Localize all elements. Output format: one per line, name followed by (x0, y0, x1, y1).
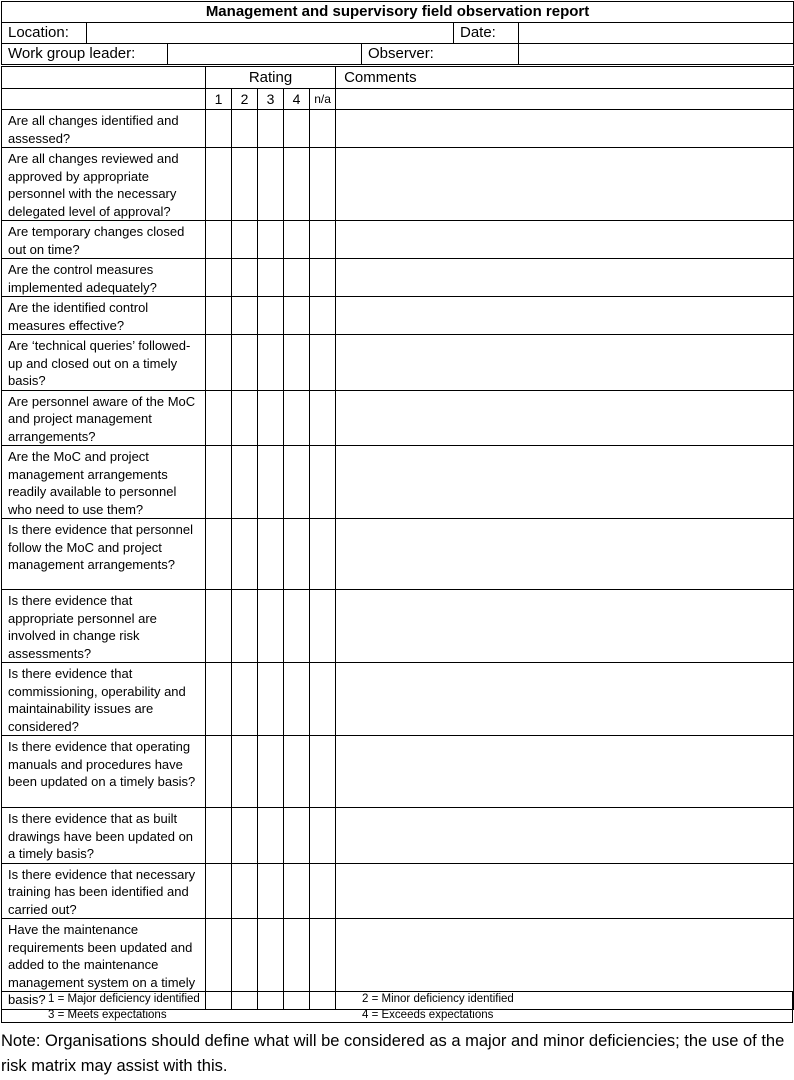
rating-column-4: 4 (284, 89, 310, 110)
rating-cell-4[interactable] (284, 259, 310, 297)
question-subheader-cell (2, 89, 206, 110)
rating-cell-na[interactable] (310, 110, 336, 148)
rating-cell-3[interactable] (258, 110, 284, 148)
rating-legend (1, 991, 793, 1023)
rating-cell-1[interactable] (206, 221, 232, 259)
rating-cell-1[interactable] (206, 148, 232, 221)
rating-cell-2[interactable] (232, 110, 258, 148)
question-row (2, 110, 794, 148)
date-field[interactable] (519, 23, 794, 44)
comments-cell[interactable] (336, 148, 794, 221)
rating-cell-4[interactable] (284, 736, 310, 808)
rating-column-3: 3 (258, 89, 284, 110)
rating-cell-2[interactable] (232, 863, 258, 919)
legend-item-2: 2 = Minor deficiency identified (362, 993, 514, 1005)
rating-cell-3[interactable] (258, 297, 284, 335)
question-text: Are the MoC and project management arrangements readily available to personnel who need to use them? (2, 446, 206, 519)
question-text: Are all changes identified and assessed? (2, 110, 206, 148)
question-text: Are temporary changes closed out on time? (2, 221, 206, 259)
rating-cell-2[interactable] (232, 590, 258, 663)
location-label: Location: (2, 23, 87, 44)
rating-cell-4[interactable] (284, 590, 310, 663)
rating-column-na: n/a (310, 89, 336, 110)
question-text: Is there evidence that necessary training has been identified and carried out? (2, 863, 206, 919)
observer-label: Observer: (362, 44, 519, 65)
question-text: Is there evidence that operating manuals and procedures have been updated on a timely basis? (2, 736, 206, 808)
rating-cell-2[interactable] (232, 390, 258, 446)
rating-cell-na[interactable] (310, 736, 336, 808)
rating-cell-3[interactable] (258, 863, 284, 919)
rating-cell-4[interactable] (284, 221, 310, 259)
comments-cell[interactable] (336, 221, 794, 259)
question-row (2, 221, 794, 259)
question-text: Are all changes reviewed and approved by appropriate personnel with the necessary delegated level of approval? (2, 148, 206, 221)
rating-cell-4[interactable] (284, 863, 310, 919)
rating-column-1: 1 (206, 89, 232, 110)
question-row (2, 390, 794, 446)
question-row (2, 736, 794, 808)
rating-cell-4[interactable] (284, 519, 310, 590)
rating-cell-4[interactable] (284, 148, 310, 221)
question-row (2, 519, 794, 590)
question-text: Are the identified control measures effective? (2, 297, 206, 335)
rating-cell-1[interactable] (206, 390, 232, 446)
comments-cell[interactable] (336, 259, 794, 297)
rating-cell-1[interactable] (206, 110, 232, 148)
rating-cell-3[interactable] (258, 390, 284, 446)
question-row (2, 259, 794, 297)
work-group-leader-label: Work group leader: (2, 44, 168, 65)
rating-cell-na[interactable] (310, 335, 336, 391)
work-group-leader-field[interactable] (168, 44, 362, 65)
question-text: Is there evidence that personnel follow the MoC and project management arrangements? (2, 519, 206, 590)
rating-cell-1[interactable] (206, 259, 232, 297)
question-row (2, 663, 794, 736)
rating-cell-1[interactable] (206, 736, 232, 808)
rating-table (1, 66, 794, 1010)
comments-cell[interactable] (336, 390, 794, 446)
question-row (2, 590, 794, 663)
comments-cell[interactable] (336, 335, 794, 391)
rating-cell-na[interactable] (310, 390, 336, 446)
rating-header: Rating (206, 67, 336, 89)
rating-cell-2[interactable] (232, 259, 258, 297)
rating-cell-4[interactable] (284, 808, 310, 864)
rating-cell-3[interactable] (258, 148, 284, 221)
comments-cell[interactable] (336, 446, 794, 519)
question-text: Is there evidence that appropriate personnel are involved in change risk assessments? (2, 590, 206, 663)
observer-field[interactable] (519, 44, 794, 65)
question-row (2, 335, 794, 391)
legend-item-3: 3 = Meets expectations (48, 1009, 167, 1021)
rating-cell-1[interactable] (206, 446, 232, 519)
comments-subheader-cell (336, 89, 794, 110)
question-text: Are the control measures implemented adequately? (2, 259, 206, 297)
question-row (2, 148, 794, 221)
rating-cell-3[interactable] (258, 808, 284, 864)
rating-cell-3[interactable] (258, 736, 284, 808)
question-text: Is there evidence that commissioning, operability and maintainability issues are considered? (2, 663, 206, 736)
comments-cell[interactable] (336, 110, 794, 148)
question-text: Are personnel aware of the MoC and project management arrangements? (2, 390, 206, 446)
rating-cell-na[interactable] (310, 663, 336, 736)
rating-cell-1[interactable] (206, 590, 232, 663)
rating-cell-2[interactable] (232, 736, 258, 808)
rating-cell-na[interactable] (310, 808, 336, 864)
rating-cell-2[interactable] (232, 519, 258, 590)
rating-cell-3[interactable] (258, 259, 284, 297)
rating-cell-4[interactable] (284, 390, 310, 446)
rating-cell-4[interactable] (284, 110, 310, 148)
comments-cell[interactable] (336, 736, 794, 808)
rating-cell-2[interactable] (232, 297, 258, 335)
report-header-table (1, 1, 794, 65)
rating-cell-1[interactable] (206, 663, 232, 736)
rating-cell-na[interactable] (310, 297, 336, 335)
comments-cell[interactable] (336, 808, 794, 864)
legend-item-1: 1 = Major deficiency identified (48, 993, 200, 1005)
rating-cell-2[interactable] (232, 808, 258, 864)
rating-cell-4[interactable] (284, 335, 310, 391)
question-row (2, 863, 794, 919)
rating-cell-na[interactable] (310, 446, 336, 519)
rating-cell-na[interactable] (310, 221, 336, 259)
rating-cell-na[interactable] (310, 148, 336, 221)
rating-cell-3[interactable] (258, 446, 284, 519)
rating-cell-1[interactable] (206, 808, 232, 864)
question-row (2, 297, 794, 335)
rating-cell-1[interactable] (206, 335, 232, 391)
rating-cell-2[interactable] (232, 663, 258, 736)
rating-cell-1[interactable] (206, 519, 232, 590)
rating-cell-4[interactable] (284, 297, 310, 335)
rating-cell-4[interactable] (284, 663, 310, 736)
rating-cell-na[interactable] (310, 259, 336, 297)
question-text: Have the maintenance requirements been updated and added to the maintenance management system on a timely basis? (2, 919, 206, 1010)
location-field[interactable] (87, 23, 454, 44)
rating-cell-4[interactable] (284, 446, 310, 519)
rating-cell-3[interactable] (258, 221, 284, 259)
comments-cell[interactable] (336, 863, 794, 919)
rating-cell-2[interactable] (232, 446, 258, 519)
rating-column-2: 2 (232, 89, 258, 110)
report-title: Management and supervisory field observation report (2, 2, 794, 23)
rating-cell-2[interactable] (232, 221, 258, 259)
legend-item-4: 4 = Exceeds expectations (362, 1009, 494, 1021)
rating-cell-na[interactable] (310, 590, 336, 663)
comments-cell[interactable] (336, 297, 794, 335)
rating-cell-2[interactable] (232, 148, 258, 221)
report-note: Note: Organisations should define what will be considered as a major and minor deficiencies; the use of the risk matrix may assist with this. (1, 1032, 785, 1075)
rating-cell-1[interactable] (206, 297, 232, 335)
rating-cell-3[interactable] (258, 519, 284, 590)
question-row (2, 446, 794, 519)
rating-cell-na[interactable] (310, 863, 336, 919)
rating-cell-3[interactable] (258, 663, 284, 736)
question-text: Are ‘technical queries’ followed-up and closed out on a timely basis? (2, 335, 206, 391)
comments-cell[interactable] (336, 663, 794, 736)
comments-header: Comments (336, 67, 794, 89)
question-text: Is there evidence that as built drawings have been updated on a timely basis? (2, 808, 206, 864)
rating-cell-2[interactable] (232, 335, 258, 391)
rating-cell-3[interactable] (258, 335, 284, 391)
rating-cell-3[interactable] (258, 590, 284, 663)
question-header-cell (2, 67, 206, 89)
rating-cell-na[interactable] (310, 519, 336, 590)
question-row (2, 808, 794, 864)
rating-cell-1[interactable] (206, 863, 232, 919)
comments-cell[interactable] (336, 519, 794, 590)
comments-cell[interactable] (336, 590, 794, 663)
date-label: Date: (454, 23, 519, 44)
